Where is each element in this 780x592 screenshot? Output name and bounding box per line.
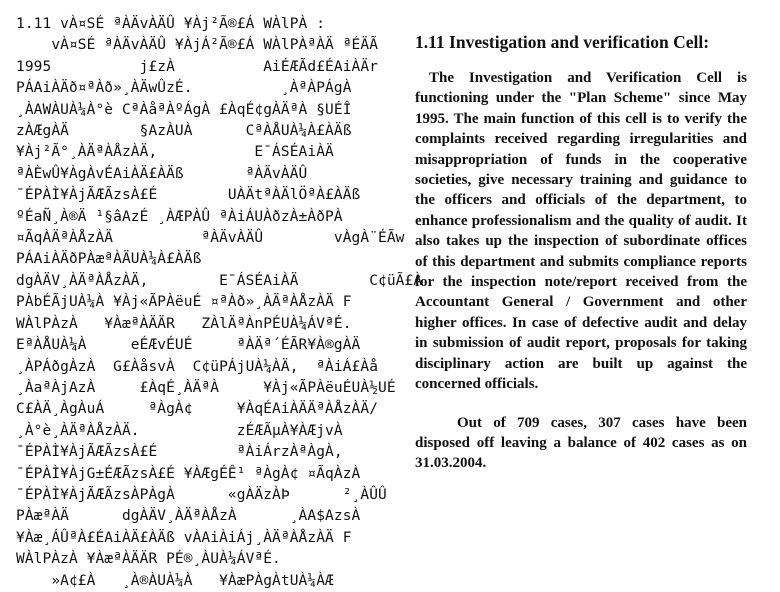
kannada-column — [16, 14, 423, 589]
garbled-text-line: ¯ÉPÀÌ¥ÀjÃÆÃzsÀ£É UÀÄtªÀÄlÖªÀ£ÀÄß — [16, 187, 361, 204]
garbled-text-line: WÀlPÀzÀ ¥ÀæªÀÄÄR PÉ®¸ÀUÀ¼ÁVªÉ. — [16, 551, 281, 568]
garbled-text-line: ¸ÀaªÀjAzÀ £ÀqÉ¸ÀÄªÀ ¥Àj«ÃPÀëuÉUÀ½UÉ — [16, 379, 396, 396]
garbled-text-line: ¸À°è¸ÀÄªÀÅzÀÄ. zÉÆÃµÀ¥ÀÆjvÀ — [16, 422, 343, 439]
garbled-text-line: PÁAiÀÄð¤ªÀð»¸ÀÄwÛzÉ. ¸ÀªÀPÁgÀ — [16, 80, 352, 97]
garbled-text-line: ºÉaÑ¸À®Ä ¹§âAzÉ ¸ÀÆPÀÛ ªÀiÁUÀðzÀ±ÀðPÀ — [16, 208, 343, 225]
section-heading: 1.11 Investigation and verification Cell: — [415, 32, 710, 52]
garbled-text-line: 1995 j£zÀ AiÉÆÃd£ÉAiÀÄr — [16, 58, 379, 75]
body-paragraph: The Investigation and Verification Cell is functioning under the "Plan Scheme" since May 1995. The main function of this cell is to verify the complaints received regarding irregularities and misappropriation of funds in the cooperative societies, give necessary training and guidance to the officers and officials of the department, to enhance professionalism and the quality of audit. It also takes up the inspection of subordinate offices of this department and submits compliance reports for the inspection note/report received from the Accountant General / Government and other higher offices. In case of defective audit and delay in submission of audit report, proposals for taking disciplinary action are built up against the concerned officials. — [415, 70, 747, 393]
garbled-text-line: PÀæªÀÄ dgÀÄV¸ÀÄªÀÅzÀ ¸ÀA$AzsÀ — [16, 508, 361, 525]
garbled-text-line: ¥Àj²Ã°¸ÀÄªÀÅzÀÄ, E¯ÁSÉAiÀÄ — [16, 144, 334, 161]
garbled-text-line: C£ÀÄ¸ÀgÀuÁ ªÀgÀ¢ ¥ÀqÉAiÀÄÄªÀÅzÀÄ/ — [16, 401, 379, 418]
garbled-text-line: WÀlPÀzÀ ¥ÀæªÀÄÄR ZÀlÄªÀnPÉUÀ¼ÁVªÉ. — [16, 315, 352, 332]
summary-paragraph: Out of 709 cases, 307 cases have been disposed off leaving a balance of 402 cases as on 31.03.2004. — [415, 414, 747, 472]
garbled-text-line: ¯ÉPÀÌ¥ÀjÃÆÃzsÀPÀgÀ «gÀÄzÀÞ ²¸ÀÛÛ — [16, 486, 387, 503]
garbled-text-line: ¸ÀAWÀUÀ¼À°è CªÀåªÀºÁgÀ £ÀqÉ¢gÀÄªÀ §UÉÎ — [16, 101, 352, 118]
garbled-text-line: ¤ÃqÀÄªÀÅzÀÄ ªÀÄvÀÄÛ vÀgÀ¨ÉÃw — [16, 230, 405, 247]
garbled-text-line: ¯ÉPÀÌ¥ÀjG±ÉÆÃzsÀ£É ¥ÀÆgÉÊ¹ ªÀgÀ¢ ¤ÃqÀzÀ — [16, 465, 361, 482]
garbled-text-line: ªÀÈwÛ¥ÀgÀvÉAiÀÄ£ÀÄß ªÀÄvÀÄÛ — [16, 165, 308, 182]
garbled-text-line: vÀ¤SÉ ªÀÄvÀÄÛ ¥ÀjÁ²Ã®£Á WÀlPÀªÀÄ ªÉÄÃ — [16, 37, 379, 54]
garbled-text-line: ¯ÉPÀÌ¥ÀjÃÆÃzsÀ£É ªÀiÁrzÀªÀgÀ, — [16, 444, 343, 461]
garbled-text-line: EªÀÅUÀ¼À eÉÆvÉUÉ ªÀÄª´ÉÃR¥À®gÀÄ — [16, 337, 361, 354]
garbled-text-line: PÀbÉÃjUÀ¼À ¥Àj«ÃPÀëuÉ ¤ªÀð»¸ÀÄªÀÅzÀÄ F — [16, 294, 352, 311]
english-column — [415, 30, 747, 474]
garbled-text-line: 1.11 vÀ¤SÉ ªÀÄvÀÄÛ ¥Àj²Ã®£Á WÀlPÀ : — [16, 16, 326, 32]
garbled-text-line: ¥Àæ¸ÁÛªÀ£ÉAiÀÄ£ÀÄß vÀAiÀiÁj¸ÀÄªÀÅzÀÄ F — [16, 529, 352, 546]
garbled-text-line: zÀÆgÀÄ §AzÀUÀ CªÀÅUÀ¼À£ÀÄß — [16, 123, 352, 140]
garbled-text-line: ¸ÀPÁðgÀzÀ G£ÀåsvÀ C¢üPÁjUÀ¼ÀÄ, ªÀiÁ£Àå — [16, 358, 379, 375]
garbled-text-line: PÁAiÀÄðPÀæªÀÄUÀ¼À£ÀÄß — [16, 251, 202, 268]
garbled-text-line: »A¢£À ¸À®ÀUÀ¼À ¥ÀæPÀgÀtUÀ¼ÀÆ — [16, 572, 334, 589]
garbled-text-line: dgÀÄV¸ÀÄªÀÅzÀÄ, E¯ÁSÉAiÀÄ C¢üÃ£À — [16, 272, 423, 289]
